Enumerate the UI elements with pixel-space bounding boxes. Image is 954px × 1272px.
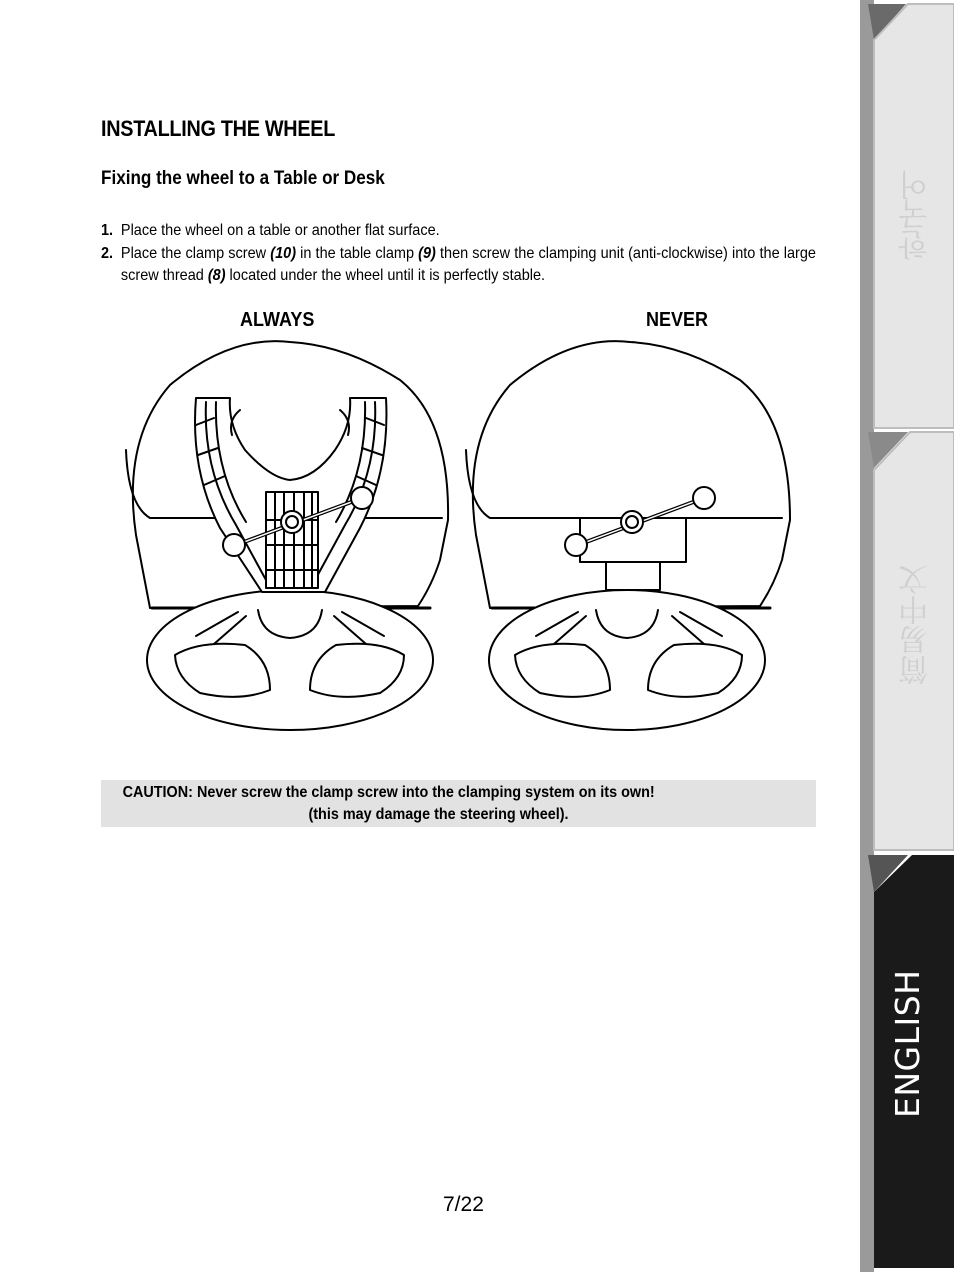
never-label: NEVER xyxy=(646,309,709,331)
caution-note: (this may damage the steering wheel). xyxy=(308,806,569,823)
section-subtitle: Fixing the wheel to a Table or Desk xyxy=(101,168,385,189)
tab-label-english[interactable]: ENGLISH xyxy=(888,969,927,1118)
part-reference: (8) xyxy=(207,267,226,284)
part-reference: (10) xyxy=(270,244,297,262)
step-number: 2. xyxy=(101,244,114,262)
step-number: 1. xyxy=(101,222,114,239)
wheel-incorrect-diagram xyxy=(466,341,790,730)
tab-label-chinese[interactable]: 简易中文 xyxy=(899,565,934,685)
page-number: 7/22 xyxy=(443,1193,484,1216)
page-title: INSTALLING THE WHEEL xyxy=(101,116,336,141)
always-label: ALWAYS xyxy=(240,309,315,331)
wheel-correct-diagram xyxy=(126,341,448,730)
caution-box xyxy=(101,780,816,827)
step-text: Place the clamp screw (10) in the table clamp (9) then screw the clamping unit (anti-clockwise) into the large screw thread (8) located under the wheel until it is perfectly stable. xyxy=(120,244,816,284)
caution-text: CAUTION: Never screw the clamp screw into the clamping system on its own! xyxy=(122,784,655,801)
step-text: Place the wheel on a table or another flat surface. xyxy=(120,222,440,239)
tab-label-korean[interactable]: 한국어 xyxy=(899,170,934,260)
part-reference: (9) xyxy=(418,244,436,262)
